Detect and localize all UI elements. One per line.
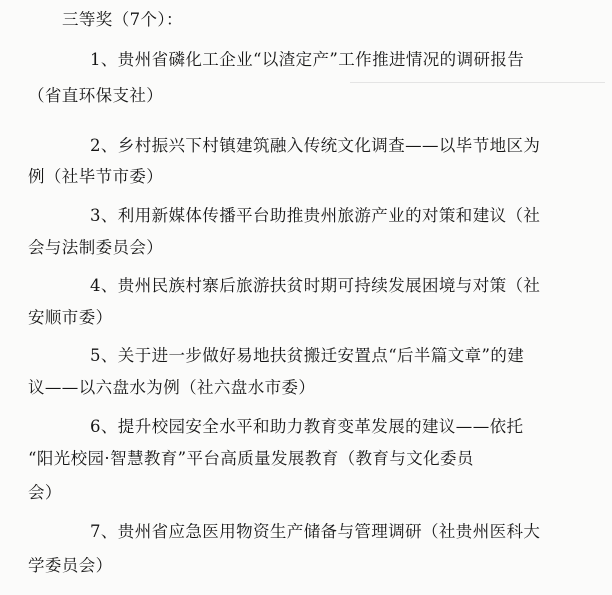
award-item-2-title: 2、乡村振兴下村镇建筑融入传统文化调查——以毕节地区为 <box>90 136 541 155</box>
award-item-4-title: 4、贵州民族村寨后旅游扶贫时期可持续发展困境与对策（社 <box>90 276 541 295</box>
award-item-3-title: 3、利用新媒体传播平台助推贵州旅游产业的对策和建议（社 <box>90 206 541 225</box>
award-item-1-unit: （省直环保支社） <box>28 86 164 105</box>
section-heading: 三等奖（7个）： <box>62 10 183 29</box>
award-item-6-unit: 会） <box>28 483 62 502</box>
award-item-3-unit: 会与法制委员会） <box>28 238 164 257</box>
award-item-6-title: 6、提升校园安全水平和助力教育变革发展的建议——依托 <box>90 417 524 436</box>
award-item-6-title-cont: “阳光校园·智慧教育”平台高质量发展教育（教育与文化委员 <box>28 449 474 468</box>
award-item-2-unit: 例（社毕节市委） <box>28 167 164 186</box>
award-item-7-title: 7、贵州省应急医用物资生产储备与管理调研（社贵州医科大 <box>90 522 541 541</box>
award-item-7-unit: 学委员会） <box>28 556 113 575</box>
award-item-5-title: 5、关于进一步做好易地扶贫搬迁安置点“后半篇文章”的建 <box>90 346 525 365</box>
bleed-through-rule <box>350 82 605 83</box>
award-item-4-unit: 安顺市委） <box>28 308 113 327</box>
award-item-1-title: 1、贵州省磷化工企业“以渣定产”工作推进情况的调研报告 <box>90 50 525 69</box>
award-item-5-unit: 议——以六盘水为例（社六盘水市委） <box>28 378 316 397</box>
